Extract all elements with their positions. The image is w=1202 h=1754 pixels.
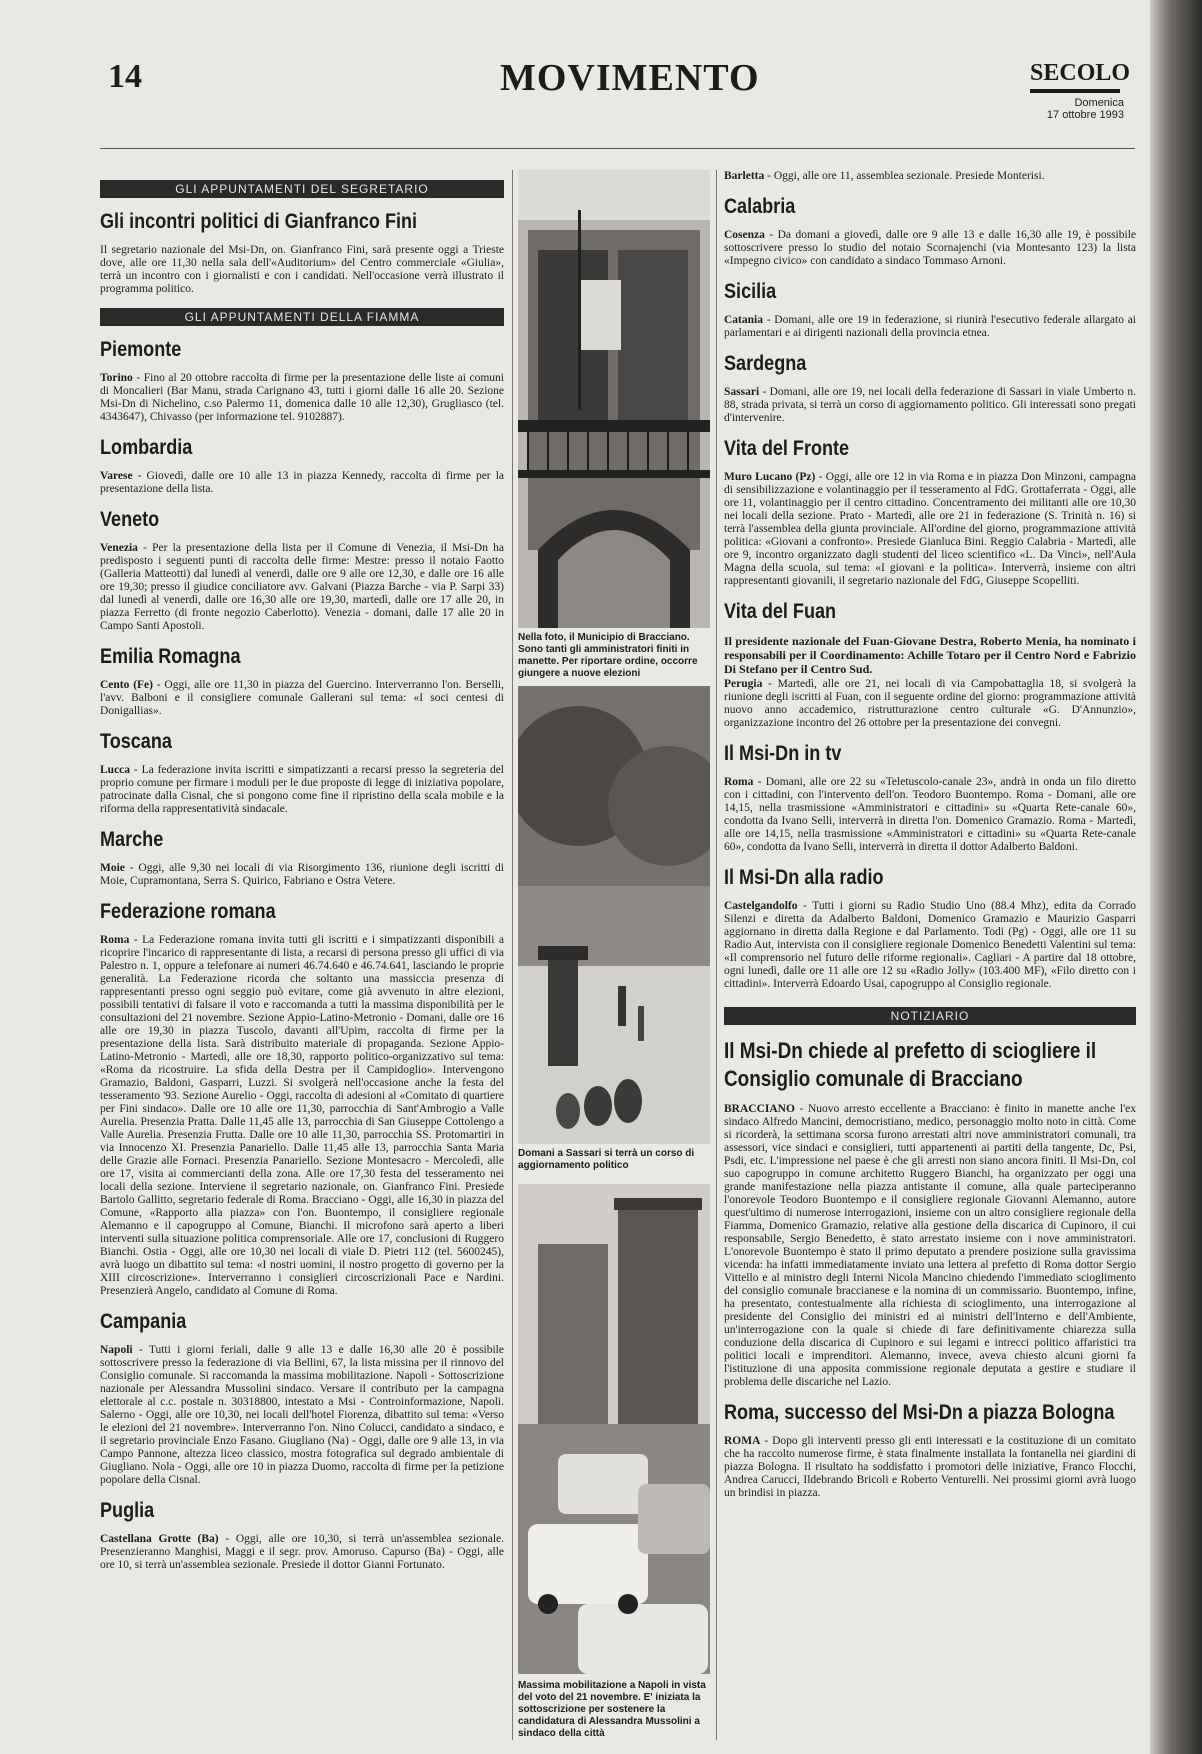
region-heading: Federazione romana — [100, 900, 276, 923]
photo-municipio — [518, 170, 710, 628]
square-fountain-image — [518, 686, 710, 1144]
region-heading: Sardegna — [724, 352, 807, 375]
section-heading: Vita del Fuan — [724, 600, 837, 623]
article-text: Torino - Fino al 20 ottobre raccolta di firme per la presentazione delle liste ai comuni di Moncalieri (Bar Manu, strada Carignano 43, tutti i giorni dalle 16 alle 20. Sezione Msi-Dn di Nichelino, c.so Palermo 11, domenica dalle 10 alle 12,30), Grugliasco (tel. 4343647), Chivasso (per informazione tel. 9102887). — [100, 372, 504, 423]
page-edge-shadow — [1150, 0, 1202, 1754]
article-text: Cento (Fe) - Oggi, alle ore 11,30 in piazza del Guercino. Interverranno l'on. Berselli, l'avv. Balboni e il consigliere comunale Gallerani sul tema: «I soci centesi di Donigallias». — [100, 679, 504, 717]
article-text: Sassari - Domani, alle ore 19, nei locali della federazione di Sassari in viale Umberto n. 88, strada privata, si terrà un corso di aggiornamento politico. Gli interessati sono pregati d'intervenire. — [724, 386, 1136, 424]
section-bar: NOTIZIARIO — [724, 1007, 1136, 1025]
headline: Il Msi-Dn chiede al prefetto di sciogliere il Consiglio comunale di Bracciano — [724, 1038, 1097, 1091]
region-heading: Emilia Romagna — [100, 645, 241, 668]
article-text: Perugia - Martedì, alle ore 21, nei locali di via Campobattaglia 18, si svolgerà la riunione degli iscritti al Fuan, con il seguente ordine del giorno: programmazione attività nuovo anno accademico, ristrutturazione centro culturale «G. D'Annunzio», organizzazione incontro del 26 ottobre per la presentazione dei convegni. — [724, 678, 1136, 729]
section-heading: Vita del Fronte — [724, 437, 850, 460]
article-text: ROMA - Dopo gli interventi presso gli enti interessati e la costituzione di un comitato che ha raccolto numerose firme, è stata finalmente installata la fontanella nei giardini di piazza Bologna. Il risultato ha soddisfatto i promotori delle iniziative, Franco Flocchi, Andrea Carucci, Ildebrando Bricoli e Roberto Venturelli. Nei prossimi giorni avrà luogo un brindisi in piazza. — [724, 1435, 1136, 1499]
masthead-rule — [1030, 89, 1120, 93]
issue-date: Domenica 17 ottobre 1993 — [1046, 97, 1124, 121]
article-text: BRACCIANO - Nuovo arresto eccellente a Bracciano: è finito in manette anche l'ex sindaco Alfredo Mancini, democristiano, medico, personaggio molto noto in città. Come si ricorderà, la settimana scorsa furono arrestati altri nove amministratori comunali, tra assessori, vice sindaci e consiglieri, tutti appartenenti ai partiti della tangente, Dc, Psi, Psdi, etc. L'impressione nel paese è che gli arresti non siano ancora finiti. Il Msi-Dn, col suo capogruppo in comune architetto Ruggero Bianchi, ha organizzato per oggi una grande manifestazione nella piazza antistante il comune, alla quale parteciperanno l'onorevole Teodoro Buontempo e il consigliere regionale Giovanni Alemanno, autore quest'ultimo di numerose interrogazioni, insieme con un altro consigliere regionale della Fiamma, Domenico Gramazio, relative alla gestione della discarica di Cupinoro, il cui responsabile, Sergio Benedetto, è stato arrestato insieme con i nove amministratori. L'onorevole Buontempo è stato il primo deputato a prendere posizione sulla gravissima vicenda: ha infatti immediatamente inviato una lettera al prefetto di Roma dottor Sergio Vittello e al ministro degli Interni Nicola Mancino chiedendo l'immediato scioglimento del consiglio comunale braccianese e la nomina di un commissario. Buontempo, infine, ha presentato, contestualmente alla richiesta di scioglimento, una interrogazione al presidente del Consiglio dei ministri ed ai ministri dell'Interno e dell'Ambiente, un'interrogazione con la quale si chiede di fare definitivamente chiarezza sulla conduzione della discarica di Cupinoro e sui legami e intrecci politico affaristici tra politici locali e imprenditori. Alemanno, invece, aveva chiesto alcuni giorni fa l'istituzione di una apposita commissione regionale deputata a gestire e studiare il problema delle discariche nel Lazio. — [724, 1103, 1136, 1388]
article-text: Roma - La Federazione romana invita tutti gli iscritti e i simpatizzanti disponibili a ricoprire l'incarico di rappresentante di lista, a recarsi di persona presso gli uffici di via Palestro n. 1, oppure a telefonare ai numeri 46.74.640 e 46.74.641, lasciando le proprie generalità. La Federazione ricorda che soltanto una massiccia presenza di rappresentanti presso ogni seggio può evitare, come già avvenuto in altre elezioni, possibili tentativi di falsare il voto e raccomanda a tutti la massima disponibilità per le consultazioni del 21 novembre. Sezione Appio-Latino-Metronio - Domani, dalle ore 16 alle ore 19,30 in piazza Tuscolo, davanti all'Upim, raccolta di firme per la presentazione della lista. Sarà distribuito materiale di propaganda. Sezione Appio-Latino-Metronio - Martedì, alle ore 18,30, rapporto politico-organizzativo sul tema: «Roma da ricostruire. La sfida della Destra per il Campidoglio». Intervengono Gramazio, Baldoni, Gasparri, Luzzi. Si svolgerà nell'occasione anche la festa del tesseramento '93. Sezione Aurelio - Oggi, raccolta di adesioni al «Comitato di quartiere per Fini sindaco». Dalle ore 10 alle ore 11,30, parrocchia di Sant'Ambrogio a Valle Aurelia. Presenzia Pratta. Dalle 11,45 alle 13, parrocchia di San Giuseppe Cottolengo a Valle Aurelia. Presenzia Frutta. Dalle ore 10 alle 11,30, parrocchia SS. Protomartiri in via Innocenzo XI. Presenzia Panariello. Dalle 11,45 alle 13, parrocchia Santa Maria delle Grazie alle Fornaci. Presenzia Panariello. Sezione Montesacro - Mercoledì, alle ore 17, visita ai commercianti della zona. Alle ore 17,30 festa del tesseramento nei locali della sezione. Interviene il segretario nazionale, on. Gianfranco Fini. Presiede Bartolo Gallitto, segretario federale di Roma. Bracciano - Oggi, alle 16,30 in piazza del Comune, «Rapporto alla piazza» con l'on. Buontempo, il consigliere regionale Alemanno e il capogruppo al Comune, Bianchi. Il microfono sarà aperto a liberi interventi sulla situazione politica comprensoriale. Alle ore 17, conclusioni di Ruggero Bianchi. Ostia - Oggi, alle ore 10,30 nei locali di viale D. Pietri 112 (tel. 5600245), avrà luogo un dibattito sul tema: «I nostri uomini, il nostro progetto di governo per la XIII circoscrizione». Interverranno i consiglieri circoscrizionali Pace e Nardini. Presenzierà Angelo, candidato al Comune di Roma. — [100, 934, 504, 1297]
headline: Roma, successo del Msi-Dn a piazza Bologna — [724, 1401, 1115, 1424]
region-heading: Marche — [100, 828, 164, 851]
header-rule — [100, 148, 1135, 149]
article-text: Barletta - Oggi, alle ore 11, assemblea sezionale. Presiede Monterisi. — [724, 170, 1045, 182]
column-divider — [512, 170, 513, 1740]
photo-caption: Domani a Sassari si terrà un corso di aggiornamento politico — [518, 1148, 695, 1171]
section-bar: GLI APPUNTAMENTI DEL SEGRETARIO — [100, 180, 504, 198]
article-text: Lucca - La federazione invita iscritti e simpatizzanti a recarsi presso la segreteria del proprio comune per firmare i moduli per le due proposte di legge di iniziativa popolare, patrocinate dalla Cisnal, che si pongono come fine il ripristino della scala mobile e la riforma della rappresentatività sindacale. — [100, 764, 504, 815]
region-heading: Lombardia — [100, 436, 193, 459]
building-facade-image — [518, 170, 710, 628]
section-title: MOVIMENTO — [500, 57, 760, 99]
article-text: Muro Lucano (Pz) - Oggi, alle ore 12 in via Roma e in piazza Don Minzoni, campagna di sensibilizzazione e volantinaggio per il tesseramento al FdG. Grottaferrata - Oggi, alle ore 11, volantinaggio per il centro cittadino. Concentramento dei militanti alle ore 10,30 nei locali della sezione. Prato - Martedì, alle ore 21 in federazione (S. Trinità n. 16) si terrà l'assemblea della giunta provinciale. All'ordine del giorno, programmazione attività politica: «Giovani a confronto». Presiede Gianluca Bini. Reggio Calabria - Martedì, alle ore 9, incontro organizzato dagli studenti del liceo scientifico «L. Da Vinci», nell'Aula Magna della scuola, sul tema: «I giovani e la politica». Interverrà, insieme con altri rappresentanti giovanili, il segretario nazionale del FdG, Giuseppe Scopelliti. — [724, 471, 1136, 587]
article-text: Catania - Domani, alle ore 19 in federazione, si riunirà l'esecutivo federale allargato ai parlamentari e ai dirigenti nazionali della provincia etnea. — [724, 314, 1136, 339]
section-heading: Il Msi-Dn in tv — [724, 742, 842, 765]
page-number: 14 — [108, 58, 142, 95]
article-text: Il segretario nazionale del Msi-Dn, on. Gianfranco Fini, sarà presente oggi a Trieste dove, alle ore 11,30 nella sala dell'«Auditorium» del Centro commerciale «Giulia», terrà un incontro con i giornalisti e con i candidati. Nell'occasione verrà illustrato il programma politico. — [100, 244, 504, 295]
photo-caption: Nella foto, il Municipio di Bracciano. Sono tanti gli amministratori finiti in manette. Per riportare ordine, occorre giungere a nuove elezioni — [518, 632, 698, 679]
headline: Gli incontri politici di Gianfranco Fini — [100, 210, 418, 233]
left-column — [100, 178, 504, 1574]
region-heading: Puglia — [100, 1499, 155, 1522]
article-text: Cosenza - Da domani a giovedì, dalle ore 9 alle 13 e dalle 16,30 alle 19, è possibile sottoscrivere presso lo studio del notaio Scornajenchi (via Montesanto 123) la lista «Impegno civico» con candidato a sindaco Tommaso Arnoni. — [724, 229, 1136, 267]
region-heading: Toscana — [100, 730, 172, 753]
photo-napoli — [518, 1184, 710, 1674]
article-text: Moie - Oggi, alle 9,30 nei locali di via Risorgimento 136, riunione degli iscritti di Moie, Cupramontana, Serra S. Quirico, Fabriano e Ostra Vetere. — [100, 862, 504, 887]
article-text: Napoli - Tutti i giorni feriali, dalle 9 alle 13 e dalle 16,30 alle 20 è possibile sottoscrivere presso la federazione di via Bellini, 67, la lista missina per il rinnovo del Consiglio comunale. Si raccomanda la massima mobilitazione. Napoli - Sottoscrizione nazionale per Alessandra Mussolini sindaco. Versare il contributo per la campagna elettorale al c.c. postale n. 30318800, intestato a Msi - Controinformazione, Napoli. Salerno - Oggi, alle ore 10,30, nei locali dell'hotel Fiorenza, dibattito sul tema: «Verso le elezioni del 21 novembre». Interverranno l'on. Nino Colucci, candidato a sindaco, e il segretario provinciale Enzo Fasano. Giugliano (Na) - Oggi, dalle ore 9 alle 13, in via Campo Pannone, altezza liceo classico, mostra fotografica sul degrado ambientale di Giugliano. Nola - Oggi, alle ore 10 in piazza Duomo, raccolta di firme per la petizione popolare della Cisnal. — [100, 1344, 504, 1486]
photo-sassari — [518, 686, 710, 1144]
article-text: Varese - Giovedì, dalle ore 10 alle 13 in piazza Kennedy, raccolta di firme per la presentazione della lista. — [100, 470, 504, 495]
column-divider — [716, 170, 717, 1740]
section-bar: GLI APPUNTAMENTI DELLA FIAMMA — [100, 308, 504, 326]
photo-caption: Massima mobilitazione a Napoli in vista del voto del 21 novembre. E' iniziata la sottoscrizione per sostenere la candidatura di Alessandra Mussolini a sindaco della città — [518, 1680, 706, 1739]
article-text: Castellana Grotte (Ba) - Oggi, alle ore 10,30, si terrà un'assemblea sezionale. Presenzieranno Manghisi, Maggi e il segr. prov. Amoruso. Capurso (Ba) - Oggi, alle ore 10, si terrà un'assemblea sezionale. Presiede il dottor Gianni Fortunato. — [100, 1533, 505, 1571]
region-heading: Calabria — [724, 195, 796, 218]
section-heading: Il Msi-Dn alla radio — [724, 866, 884, 889]
article-text: Castelgandolfo - Tutti i giorni su Radio Studio Uno (88.4 Mhz), edita da Corrado Silenzi e diretta da Adalberto Baldoni, Domenico Gramazio e Maurizio Gasparri aggiornano in diretta dalla Regione e dal Parlamento. Todi (Pg) - Oggi, alle ore 11 su Radio Aut, intervista con il consigliere regionale Domenico Benedetti Valentini sul tema: «Il comprensorio nel futuro delle riforme regionali». Cagliari - A partire dal 18 ottobre, ogni lunedì, dalle ore 11 alle ore 12 su «Radio Jolly» (103.400 MF), «Filo diretto con i cittadini». Interverrà Edoardo Usai, capogruppo al Consiglio regionale. — [724, 900, 1136, 990]
article-text: Venezia - Per la presentazione della lista per il Comune di Venezia, il Msi-Dn ha predisposto i seguenti punti di raccolta delle firme: Mestre: presso il notaio Faotto (Galleria Matteotti) dal lunedì al venerdì, dalle ore 9 alle ore 12,30, e dalle ore 16 alle ore 19,30; presso il giudice conciliatore avv. Galvani (Piazza Barche - via P. Sarpi 33) dal lunedì al venerdì, dalle ore 16,30 alle ore 19,30, martedì, dalle ore 17 alle 20, in piazza Ferretto (di fronte negozio Caberlotto). Venezia - domani, dalle 17 alle 20 in Campo Santi Apostoli. — [100, 542, 504, 632]
article-text: Roma - Domani, alle ore 22 su «Teletuscolo-canale 23», andrà in onda un filo diretto con i cittadini, con l'intervento dell'on. Teodoro Buontempo. Roma - Domani, alle ore 14,15, nella trasmissione «Amministratori e cittadini» su «Quarta Rete-canale 60», condotta da Ivano Selli, interverrà in diretta l'on. Domenico Gramazio. Roma - Martedì, alle ore 14,15, nella trasmissione «Amministratori e cittadini» su «Quarta Rete-canale 60», condotta da Ivano Selli, interverrà in diretta il dottor Adalberto Baldoni. — [724, 776, 1136, 853]
masthead-logo: SECOLO — [1030, 60, 1131, 86]
article-intro: Il presidente nazionale del Fuan-Giovane Destra, Roberto Menia, ha nominato i responsabili per il Coordinamento: Achille Totaro per il Centro Nord e Fabrizio Di Stefano per il Centro Sud. — [724, 634, 1136, 676]
right-column — [724, 170, 1136, 1502]
region-heading: Veneto — [100, 508, 160, 531]
region-heading: Sicilia — [724, 280, 777, 303]
castle-traffic-image — [518, 1184, 710, 1674]
region-heading: Piemonte — [100, 338, 182, 361]
region-heading: Campania — [100, 1310, 187, 1333]
